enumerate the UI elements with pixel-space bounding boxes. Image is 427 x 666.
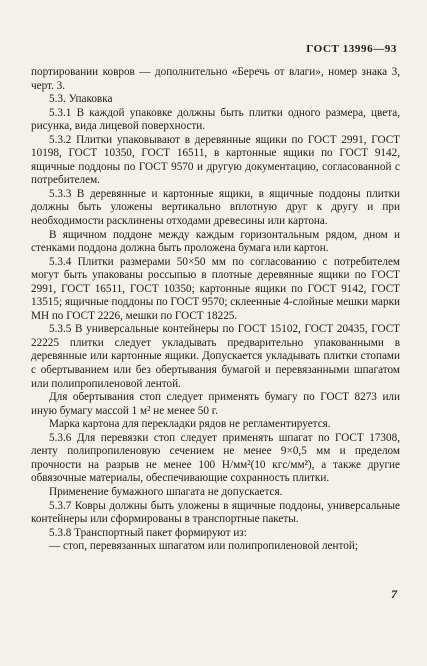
paragraph-cardboard-grade: Марка картона для перекладки рядов не регламентируется.	[49, 418, 331, 431]
list-item-stacks: — стоп, перевязанных шпагатом или полипропиленовой лентой;	[49, 540, 358, 553]
paragraph-paper-twine: Применение бумажного шпагата не допускается.	[49, 485, 283, 498]
standard-header: ГОСТ 13996—93	[306, 43, 397, 55]
section-heading-packing: 5.3. Упаковка	[49, 93, 113, 106]
paragraph-5-3-1: 5.3.1 В каждой упаковке должны быть плитки одного размера, цвета, рисунка, вида лицевой поверхности.	[31, 106, 400, 133]
paragraph-5-3-7: 5.3.7 Ковры должны быть уложены в ящичные поддоны, универсальные контейнеры или сформированы в транспортные пакеты.	[31, 499, 400, 526]
paragraph-wrapping-paper: Для обертывания стоп следует применять бумагу по ГОСТ 8273 или иную бумагу массой 1 м² не менее 50 г.	[31, 391, 400, 417]
paragraph-5-3-2: 5.3.2 Плитки упаковывают в деревянные ящики по ГОСТ 2991, ГОСТ 10198, ГОСТ 10350, ГОСТ 16511, в картонные ящики по ГОСТ 9142, ящичные поддоны по ГОСТ 9570 и другую документацию, согласованной с потребителем.	[31, 133, 400, 187]
paragraph-5-3-8: 5.3.8 Транспортный пакет формируют из:	[49, 526, 247, 539]
paragraph-5-3-3: 5.3.3 В деревянные и картонные ящики, в ящичные поддоны плитки должны быть уложены вертикально вплотную друг к другу и при необходимости расклинены отходами древесины или картона.	[31, 187, 400, 228]
paragraph-continuation: портировании ковров — дополнительно «Беречь от влаги», номер знака 3, черт. 3.	[31, 66, 400, 92]
body-text	[31, 66, 400, 554]
paragraph-5-3-5: 5.3.5 В универсальные контейнеры по ГОСТ 15102, ГОСТ 20435, ГОСТ 22225 плитки следует укладывать предварительно упакованными в деревянные или картонные ящики. Допускается укладывать плитки стопами с обертыванием или без обертывания бумагой и перевязанными шпагатом или полипропиленовой лентой.	[31, 323, 400, 390]
page-number: 7	[391, 587, 397, 601]
paragraph-5-3-4: 5.3.4 Плитки размерами 50×50 мм по согласованию с потребителем могут быть упакованы россыпью в плотные деревянные ящики по ГОСТ 2991, ГОСТ 16511, ГОСТ 10350; картонные ящики по ГОСТ 9142, ГОСТ 13515; ящичные поддоны по ГОСТ 9570; склеенные 4-слойные мешки марки МН по ГОСТ 2226, мешки по ГОСТ 18225.	[31, 255, 400, 322]
paragraph-5-3-6: 5.3.6 Для перевязки стоп следует применять шпагат по ГОСТ 17308, ленту полипропиленовую сечением не менее 9×0,5 мм и пределом прочности на разрыв не менее 100 Н/мм²(10 кгс/мм²), а также другие обвязочные материалы, обеспечивающие сохранность плитки.	[31, 431, 400, 485]
paragraph-pallet-layers: В ящичном поддоне между каждым горизонтальным рядом, дном и стенками поддона должна быть проложена бумага или картон.	[31, 228, 400, 255]
